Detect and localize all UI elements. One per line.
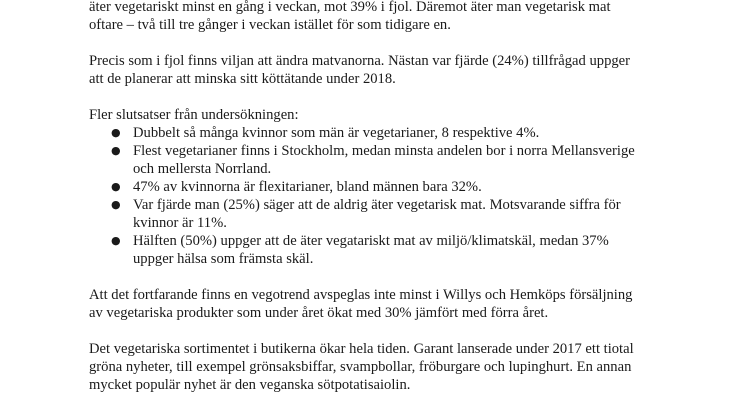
text-line: Det vegetariska sortimentet i butikerna ökar hela tiden. Garant lanserade under 2017 ett tiotal bbox=[89, 341, 634, 357]
text-line: Var fjärde man (25%) säger att de aldrig äter vegetarisk mat. Motsvarande siffra för bbox=[133, 197, 621, 213]
text-line: oftare – två till tre gånger i veckan istället för som tidigare en. bbox=[89, 17, 451, 33]
bullet-icon: ● bbox=[111, 144, 121, 157]
text-line: Dubbelt så många kvinnor som män är vegetarianer, 8 respektive 4%. bbox=[133, 125, 540, 141]
text-line: av vegetariska produkter som under året ökat med 30% jämfört med förra året. bbox=[89, 305, 549, 321]
bullet-icon: ● bbox=[111, 234, 121, 247]
text-line: och mellersta Norrland. bbox=[133, 161, 272, 177]
list-item bbox=[89, 232, 689, 268]
text-line: Hälften (50%) uppger att de äter vegatariskt mat av miljö/klimatskäl, medan 37% bbox=[133, 233, 609, 249]
list-item bbox=[89, 196, 689, 232]
findings-intro: Fler slutsatser från undersökningen: bbox=[89, 107, 299, 123]
list-item bbox=[89, 142, 689, 178]
document-body bbox=[89, 0, 689, 412]
paragraph-sales-trend bbox=[89, 286, 689, 322]
list-item bbox=[89, 178, 689, 196]
paragraph-change-habits bbox=[89, 52, 689, 88]
text-line: äter vegetariskt minst en gång i veckan, mot 39% i fjol. Däremot äter man vegetarisk mat bbox=[89, 0, 611, 15]
text-line: Att det fortfarande finns en vegotrend avspeglas inte minst i Willys och Hemköps försäljning bbox=[89, 287, 633, 303]
text-line: Precis som i fjol finns viljan att ändra matvanorna. Nästan var fjärde (24%) tillfrågad uppger bbox=[89, 53, 631, 69]
text-line: uppger hälsa som främsta skäl. bbox=[133, 251, 314, 267]
paragraph-vegetarian-frequency bbox=[89, 0, 689, 34]
bullet-icon: ● bbox=[111, 198, 121, 211]
bullet-icon: ● bbox=[111, 126, 121, 139]
text-line: mycket populär nyhet är den veganska sötpotatisaiolin. bbox=[89, 377, 411, 393]
text-line: Flest vegetarianer finns i Stockholm, medan minsta andelen bor i norra Mellansverige bbox=[133, 143, 635, 159]
list-item bbox=[89, 124, 689, 142]
findings-list bbox=[89, 124, 689, 268]
text-line: kvinnor är 11%. bbox=[133, 215, 227, 231]
paragraph-assortment bbox=[89, 340, 689, 394]
text-line: gröna nyheter, till exempel grönsaksbiffar, svampbollar, fröburgare och lupinghurt. En annan bbox=[89, 359, 632, 375]
bullet-icon: ● bbox=[111, 180, 121, 193]
text-line: att de planerar att minska sitt köttätande under 2018. bbox=[89, 71, 396, 87]
text-line: 47% av kvinnorna är flexitarianer, bland männen bara 32%. bbox=[133, 179, 482, 195]
